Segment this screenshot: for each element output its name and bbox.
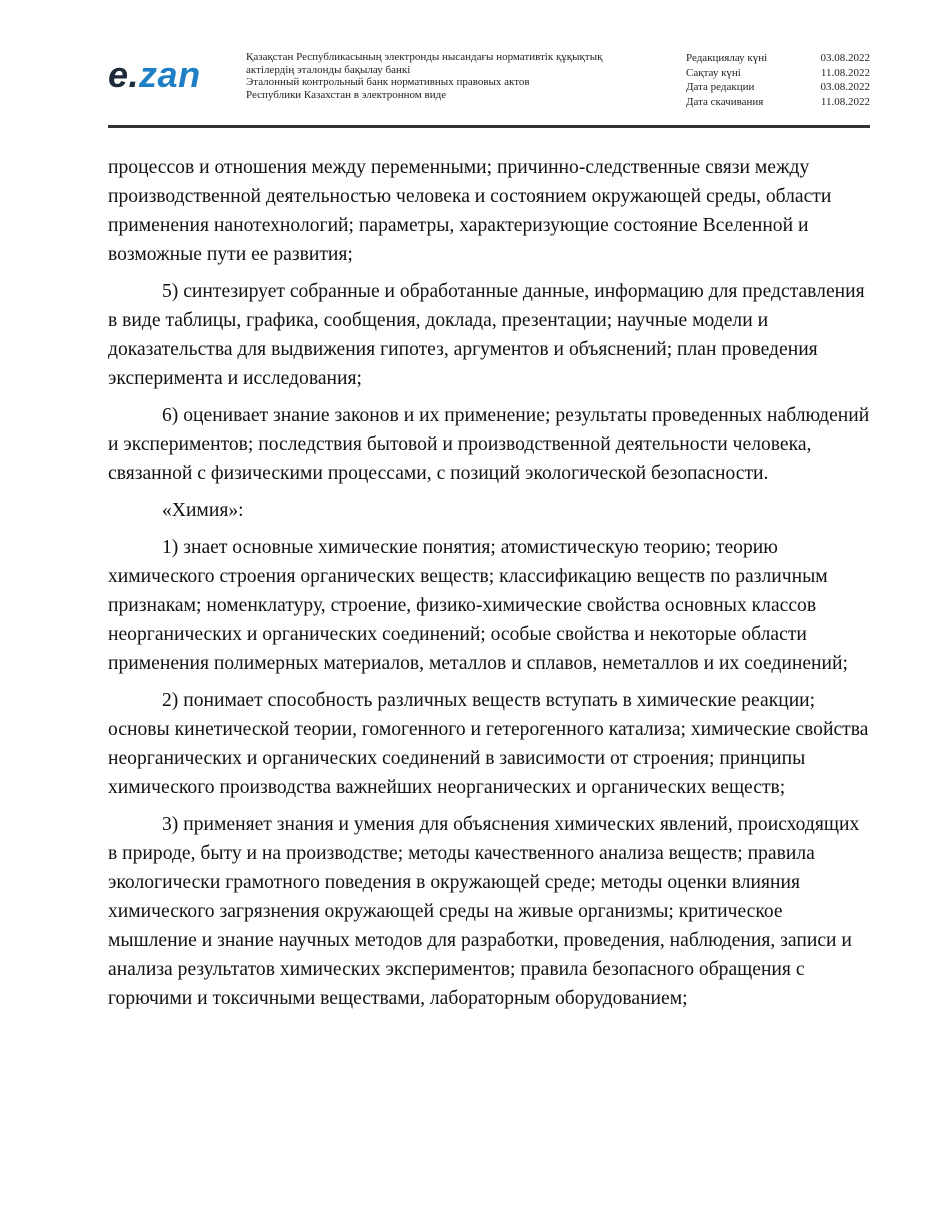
header-meta — [686, 51, 870, 109]
logo-zan: zan — [139, 54, 201, 95]
header-divider — [108, 125, 870, 128]
paragraph-chem-item-2: 2) понимает способность различных веществ вступать в химические реакции; основы кинетической теории, гомогенного и гетерогенного катализа; химические свойства неорганических и органических соединений в зависимости от строения; принципы химического производства важнейших неорганических и органических веществ; — [108, 690, 869, 798]
paragraph-chem-item-1: 1) знает основные химические понятия; атомистическую теорию; теорию химического строения органических веществ; классификацию веществ по различным признакам; номенклатуру, строение, физико-химические свойства основных классов неорганических и органических соединений; особые свойства и некоторые области применения полимерных материалов, металлов и сплавов, неметаллов и их соединений; — [108, 537, 848, 674]
meta-row — [686, 51, 870, 66]
paragraph-continuation: процессов и отношения между переменными; причинно-следственные связи между производственной деятельностью человека и состоянием окружающей среды, области применения нанотехнологий; параметры, характеризующие состояние Вселенной и возможные пути ее развития; — [108, 157, 832, 265]
ezan-logo[interactable] — [108, 55, 201, 95]
description-line-ru-2: Республики Казахстан в электронном виде — [246, 88, 447, 101]
meta-label: Дата редакции — [686, 81, 755, 93]
description-line-kz-1: Қазақстан Республикасының электронды нысандағы нормативтік құқықтық — [246, 51, 603, 63]
description-line-kz-2: актілердің эталонды бақылау банкі — [246, 63, 411, 76]
meta-row — [686, 66, 870, 81]
paragraph-item-5: 5) синтезирует собранные и обработанные данные, информацию для представления в виде таблицы, графика, сообщения, доклада, презентации; научные модели и доказательства для выдвижения гипотез, аргументов и объяснений; план проведения эксперимента и исследования; — [108, 281, 865, 389]
paragraph-item-6: 6) оценивает знание законов и их применение; результаты проведенных наблюдений и экспериментов; последствия бытовой и производственной деятельности человека, связанной с физическими процессами, с позиций экологической безопасности. — [108, 405, 870, 484]
description-line-ru-1: Эталонный контрольный банк нормативных правовых актов — [246, 76, 530, 88]
document-header — [108, 0, 870, 128]
document-body — [108, 153, 870, 1021]
meta-label: Редакциялау күні — [686, 52, 768, 64]
meta-row — [686, 95, 870, 110]
meta-value: 03.08.2022 — [820, 81, 870, 93]
logo-e: e — [108, 54, 129, 95]
meta-value: 11.08.2022 — [820, 66, 870, 79]
section-heading-chemistry: «Химия»: — [162, 500, 244, 521]
meta-label: Дата скачивания — [686, 95, 764, 108]
meta-value: 03.08.2022 — [820, 52, 870, 64]
meta-value: 11.08.2022 — [820, 95, 870, 108]
logo-dot: . — [128, 54, 140, 95]
header-description — [246, 51, 666, 101]
meta-label: Сақтау күні — [686, 66, 741, 79]
meta-row — [686, 80, 870, 95]
paragraph-chem-item-3: 3) применяет знания и умения для объяснения химических явлений, происходящих в природе, быту и на производстве; методы качественного анализа веществ; правила экологически грамотного поведения в окружающей среде; методы оценки влияния химического загрязнения окружающей среды на живые организмы; критическое мышление и знание научных методов для разработки, проведения, наблюдения, записи и анализа результатов химических экспериментов; правила безопасного обращения с горючими и токсичными веществами, лабораторным оборудованием; — [108, 814, 860, 1009]
